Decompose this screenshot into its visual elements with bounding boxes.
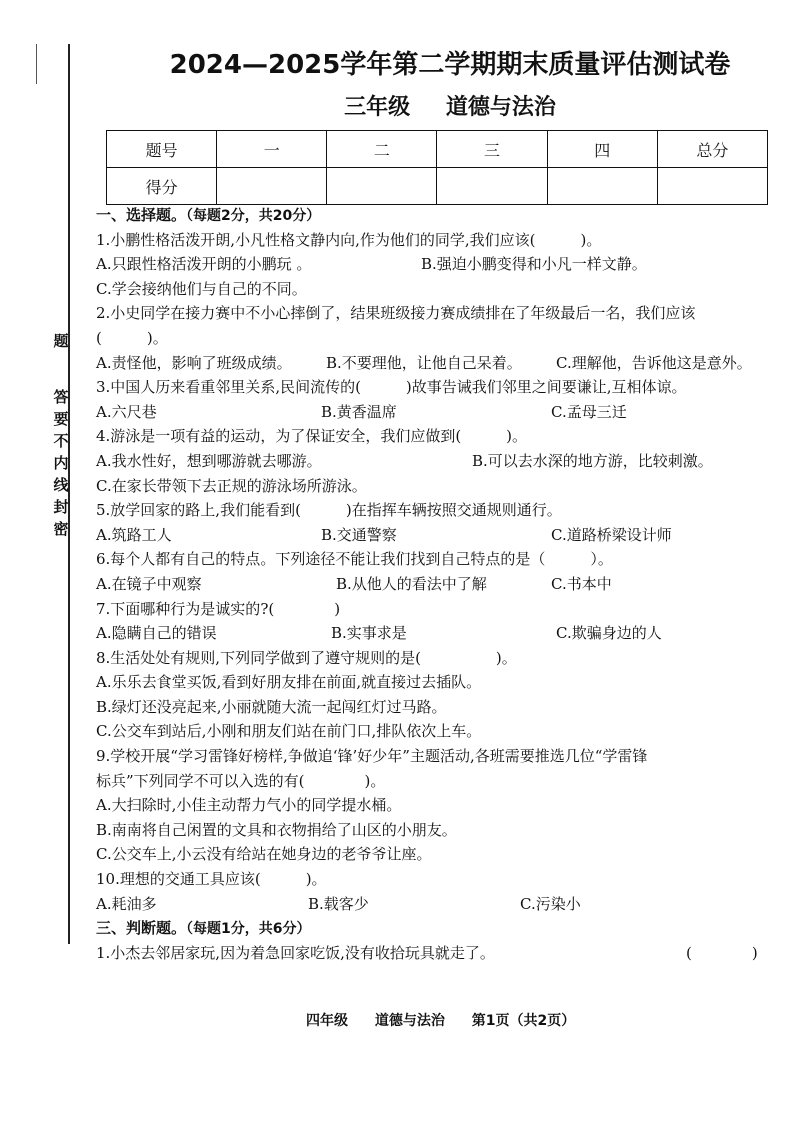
question-stem: 2.小史同学在接力赛中不小心摔倒了，结果班级接力赛成绩排在了年级最后一名，我们应该: [96, 304, 696, 323]
section-note: （每题1分，共6分）: [186, 921, 311, 938]
option-row: [96, 892, 776, 917]
footer-page: 第1页（共2页）: [471, 1013, 576, 1029]
option[interactable]: A.在镜子中观察: [96, 574, 202, 593]
question-stem: 6.每个人都有自己的特点。下列途径不能让我们找到自己特点的是（ ）。: [96, 550, 613, 569]
table-cell: 题号: [107, 131, 217, 168]
question-stem: 8.生活处处有规则,下列同学做到了遵守规则的是( )。: [96, 648, 517, 667]
option[interactable]: A.六尺巷: [96, 402, 157, 421]
option[interactable]: C.孟母三迁: [551, 402, 627, 421]
score-entry-cell[interactable]: [217, 168, 327, 205]
section-title: 一、选择题。: [96, 206, 187, 224]
subject-label: 道德与法治: [445, 95, 556, 120]
table-cell: 三: [437, 131, 547, 168]
binding-char: 题: [53, 332, 69, 350]
question-stem: 4.游泳是一项有益的运动，为了保证安全，我们应做到( )。: [96, 427, 528, 446]
option[interactable]: B.黄香温席: [321, 402, 397, 421]
option[interactable]: A.耗油多: [96, 894, 157, 913]
question-stem: 标兵”下列同学不可以入选的有( )。: [96, 771, 386, 790]
footer-grade: 四年级: [306, 1013, 348, 1029]
option[interactable]: A.乐乐去食堂买饭,看到好朋友排在前面,就直接过去插队。: [96, 673, 482, 692]
option-row: [96, 572, 776, 597]
score-table-header-row: [107, 131, 768, 168]
option[interactable]: C.学会接纳他们与自己的不同。: [96, 279, 307, 298]
option[interactable]: B.载客少: [308, 894, 369, 913]
option-row: [96, 351, 776, 376]
option[interactable]: C.理解他，告诉他这是意外。: [556, 353, 752, 372]
option[interactable]: A.筑路工人: [96, 525, 172, 544]
score-entry-cell[interactable]: [657, 168, 767, 205]
option[interactable]: C.道路桥梁设计师: [551, 525, 672, 544]
section-heading: [96, 203, 776, 228]
score-entry-cell[interactable]: [437, 168, 547, 205]
question-stem: 7.下面哪种行为是诚实的?( ): [96, 599, 341, 618]
footer-subject: 道德与法治: [374, 1013, 445, 1029]
option[interactable]: C.污染小: [520, 894, 581, 913]
option-row: [96, 621, 776, 646]
question-stem: 1.小鹏性格活泼开朗,小凡性格文静内向,作为他们的同学,我们应该( )。: [96, 230, 602, 249]
option[interactable]: A.只跟性格活泼开朗的小鹏玩 。: [96, 255, 312, 274]
option[interactable]: B.强迫小鹏变得和小凡一样文静。: [421, 255, 647, 274]
grade-label: 三年级: [344, 95, 411, 120]
option[interactable]: C.在家长带领下去正规的游泳场所游泳。: [96, 476, 367, 495]
score-table-score-row: [107, 168, 768, 205]
option-row: [96, 523, 776, 548]
exam-body: [96, 203, 776, 965]
section-title: 三、判断题。: [96, 919, 187, 938]
option[interactable]: B.不要理他，让他自己呆着。: [326, 353, 522, 372]
score-entry-cell[interactable]: [547, 168, 657, 205]
table-cell: 四: [547, 131, 657, 168]
question-stem: ( )。: [96, 328, 168, 347]
binding-char: 答: [53, 388, 69, 406]
question-stem: 10.理想的交通工具应该( )。: [96, 870, 327, 889]
option[interactable]: A.我水性好，想到哪游就去哪游。: [96, 451, 322, 470]
option[interactable]: C.书本中: [551, 574, 612, 593]
binding-char: 不: [53, 432, 69, 450]
question-stem: 3.中国人历来看重邻里关系,民间流传的( )故事告诫我们邻里之间要谦让,互相体谅。: [96, 378, 687, 397]
option[interactable]: A.隐瞒自己的错误: [96, 624, 217, 643]
exam-title: 2024—2025学年第二学期期末质量评估测试卷: [169, 50, 731, 80]
binding-margin-text: [52, 330, 70, 540]
option[interactable]: C.公交车上,小云没有给站在她身边的老爷爷让座。: [96, 845, 432, 864]
option[interactable]: B.可以去水深的地方游，比较刺激。: [472, 451, 713, 470]
table-cell: 得分: [107, 168, 217, 205]
section-note: （每题2分，共20分）: [186, 208, 321, 224]
option[interactable]: A.大扫除时,小佳主动帮力气小的同学提水桶。: [96, 796, 402, 815]
binding-char: 内: [53, 454, 69, 472]
option-row: [96, 449, 776, 474]
question-stem: 5.放学回家的路上,我们能看到( )在指挥车辆按照交通规则通行。: [96, 501, 562, 520]
exam-subtitle: [130, 90, 770, 121]
option[interactable]: B.从他人的看法中了解: [336, 574, 487, 593]
page-footer: [306, 1010, 597, 1030]
table-cell: 一: [217, 131, 327, 168]
score-table: [106, 130, 768, 205]
binding-char: 封: [53, 498, 69, 516]
judgment-question: 1.小杰去邻居家玩,因为着急回家吃饭,没有收拾玩具就走了。: [96, 943, 495, 962]
option[interactable]: B.南南将自己闲置的文具和衣物捐给了山区的小朋友。: [96, 820, 457, 839]
question-stem: 9.学校开展“学习雷锋好榜样,争做追‘锋’好少年”主题活动,各班需要推选几位“学雷锋: [96, 747, 648, 766]
section-heading: [96, 916, 776, 941]
option[interactable]: B.交通警察: [321, 525, 397, 544]
option-row: [96, 252, 776, 277]
binding-char: 要: [53, 410, 69, 428]
table-cell: 二: [327, 131, 437, 168]
option-row: [96, 400, 776, 425]
option[interactable]: B.绿灯还没亮起来,小丽就随大流一起闯红灯过马路。: [96, 697, 447, 716]
option[interactable]: B.实事求是: [331, 624, 407, 643]
binding-char: 密: [53, 520, 69, 538]
binding-char: 线: [53, 476, 69, 494]
option[interactable]: C.欺骗身边的人: [556, 624, 662, 643]
judgment-row: [96, 941, 776, 966]
score-entry-cell[interactable]: [327, 168, 437, 205]
table-cell: 总分: [657, 131, 767, 168]
binding-line-left: [36, 44, 37, 84]
answer-paren[interactable]: ( ): [686, 943, 758, 962]
option[interactable]: C.公交车到站后,小刚和朋友们站在前门口,排队依次上车。: [96, 722, 482, 741]
option[interactable]: A.责怪他，影响了班级成绩。: [96, 353, 292, 372]
